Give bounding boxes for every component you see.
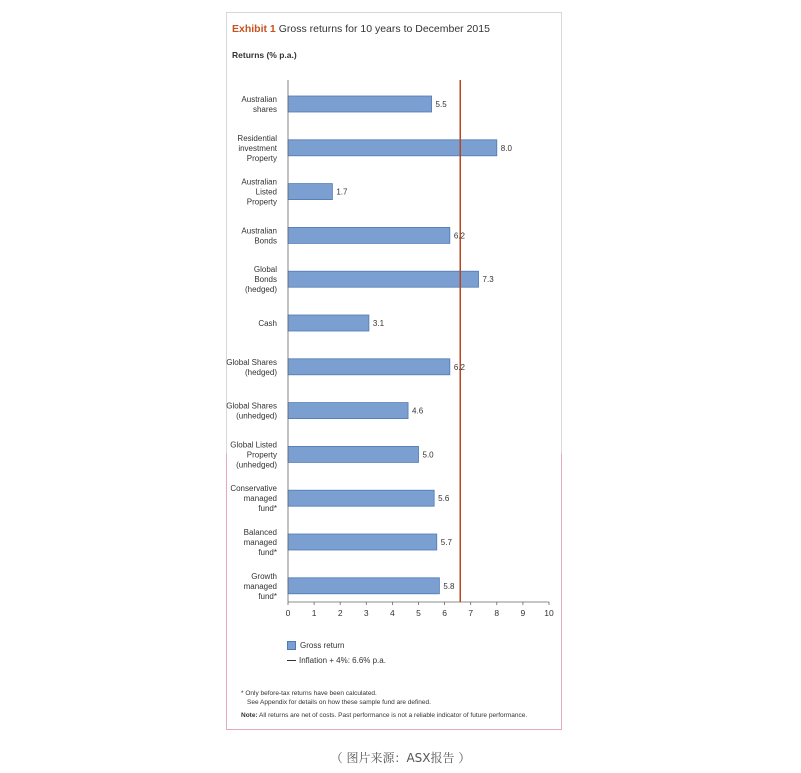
x-tick-label: 7: [468, 608, 474, 618]
note-label: Note:: [241, 712, 258, 719]
category-label: fund*: [258, 504, 277, 514]
bar-value-label: 1.7: [336, 187, 348, 197]
bar-value-label: 8.0: [500, 143, 512, 153]
x-tick-label: 6: [442, 608, 447, 618]
category-label: Property: [246, 153, 277, 163]
category-label: (unhedged): [236, 411, 277, 421]
note-text: All returns are net of costs. Past performance is not a reliable indicator of future performance.: [257, 712, 528, 719]
exhibit-label: Exhibit 1: [232, 23, 276, 35]
x-tick-label: 4: [390, 608, 395, 618]
bar: [288, 490, 434, 506]
category-label: Cash: [258, 319, 277, 328]
bar-value-label: 4.6: [412, 406, 424, 416]
bar-value-label: 5.7: [440, 538, 452, 547]
category-label: Australian: [241, 177, 277, 187]
x-tick-label: 3: [363, 608, 369, 618]
bar: [288, 578, 439, 594]
category-label: Residential: [237, 133, 277, 143]
legend-line-label: Inflation + 4%: 6.6% p.a.: [299, 656, 386, 665]
bar: [288, 315, 369, 331]
category-label: (hedged): [244, 285, 277, 295]
bar-value-label: 5.6: [438, 494, 450, 504]
category-label: managed: [243, 581, 277, 591]
category-label: Conservative: [230, 484, 277, 494]
bar-value-label: 5.8: [443, 581, 455, 591]
category-label: fund*: [258, 591, 277, 601]
image-source-caption: （ 图片来源：ASX报告 ）: [330, 751, 471, 765]
x-tick-label: 5: [416, 608, 421, 618]
category-label: Global Listed: [230, 440, 277, 450]
legend-line-swatch: [287, 660, 296, 661]
category-label: Australian: [241, 95, 277, 104]
category-label: (hedged): [244, 367, 277, 377]
bar: [288, 140, 497, 156]
bar-value-label: 3.1: [372, 319, 385, 328]
bar-value-label: 5.5: [435, 100, 447, 109]
bar: [288, 184, 332, 200]
title-text: Gross returns for 10 years to December 2015: [278, 23, 490, 35]
legend-inflation: [287, 656, 386, 665]
legend-gross-return: [287, 641, 344, 650]
category-label: investment: [238, 143, 277, 153]
category-label: Listed: [255, 187, 277, 197]
category-label: fund*: [258, 548, 277, 557]
category-label: Balanced: [243, 528, 277, 537]
axis-subtitle: Returns (% p.a.): [232, 50, 297, 60]
legend-bar-label: Gross return: [300, 641, 345, 650]
category-label: Property: [246, 197, 277, 207]
footnote-note: [241, 711, 527, 720]
footnote-1: * Only before-tax returns have been calculated.: [241, 690, 377, 697]
x-tick-label: 0: [285, 608, 291, 618]
footnote-2: See Appendix for details on how these sample fund are defined.: [247, 699, 431, 706]
category-label: Global Shares: [226, 357, 277, 367]
category-label: shares: [252, 105, 277, 114]
bar: [288, 534, 437, 550]
category-label: managed: [243, 538, 277, 547]
bar-value-label: 5.0: [422, 450, 434, 460]
category-label: Growth: [251, 571, 277, 581]
bar: [288, 227, 450, 243]
category-label: Global Shares: [226, 401, 277, 411]
x-tick-label: 9: [520, 608, 526, 618]
bar-value-label: 6.2: [453, 362, 465, 372]
category-label: Global: [253, 265, 277, 275]
bar: [288, 446, 419, 462]
x-tick-label: 8: [494, 608, 500, 618]
x-tick-label: 2: [337, 608, 343, 618]
bar: [288, 403, 408, 419]
legend-bar-swatch: [287, 641, 296, 650]
category-label: Australian: [241, 226, 277, 236]
category-label: (unhedged): [236, 460, 277, 470]
category-label: Bonds: [254, 236, 277, 246]
x-tick-label: 10: [544, 608, 554, 618]
x-tick-label: 1: [311, 608, 317, 618]
bar-value-label: 6.2: [453, 231, 465, 241]
bar: [288, 271, 479, 287]
bar: [288, 359, 450, 375]
category-label: Bonds: [254, 275, 277, 285]
bar-value-label: 7.3: [482, 275, 494, 285]
bar: [288, 96, 432, 112]
category-label: Property: [246, 450, 277, 460]
category-label: managed: [243, 494, 277, 504]
